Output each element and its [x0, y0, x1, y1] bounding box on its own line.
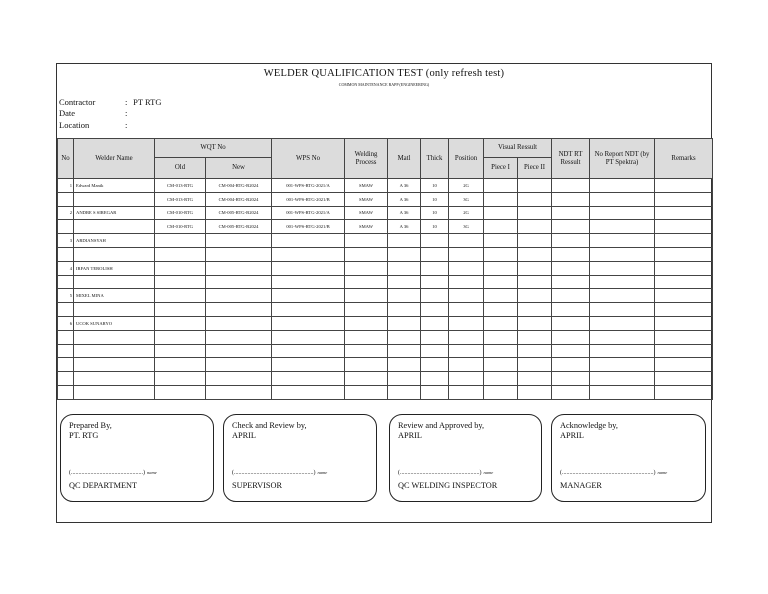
cell-wps-no: 001-WPS-RTG-2021/A: [272, 206, 345, 220]
form-frame: [56, 63, 712, 523]
cell-ndt-rt-result: [552, 206, 590, 220]
cell-wps-no: [272, 358, 345, 372]
cell-visual-piece1: [484, 179, 518, 193]
cell-ndt-report-no: [590, 261, 655, 275]
cell-visual-piece2: [518, 344, 552, 358]
signature-role: SUPERVISOR: [232, 481, 283, 490]
cell-wqt-new: [206, 247, 272, 261]
cell-wqt-old: [155, 385, 206, 399]
table-row: [58, 330, 713, 344]
cell-welder-name: [74, 358, 155, 372]
cell-wps-no: [272, 234, 345, 248]
cell-welding-process: [345, 234, 388, 248]
cell-wqt-old: [155, 234, 206, 248]
cell-welding-process: [345, 303, 388, 317]
signature-company: APRIL: [232, 431, 256, 440]
cell-wqt-old: CM-010-RTG: [155, 220, 206, 234]
cell-thick: [421, 316, 449, 330]
cell-position: 3G: [449, 220, 484, 234]
cell-thick: [421, 303, 449, 317]
signature-box-check: [223, 414, 377, 502]
table-row: [58, 289, 713, 303]
col-position: Position: [449, 139, 484, 179]
cell-wps-no: [272, 344, 345, 358]
cell-welding-process: SMAW: [345, 220, 388, 234]
cell-welder-name: [74, 344, 155, 358]
cell-wps-no: [272, 247, 345, 261]
cell-welding-process: SMAW: [345, 192, 388, 206]
cell-thick: [421, 330, 449, 344]
cell-thick: [421, 358, 449, 372]
cell-welder-name: [74, 192, 155, 206]
cell-welding-process: [345, 330, 388, 344]
cell-position: [449, 372, 484, 386]
cell-ndt-rt-result: [552, 385, 590, 399]
cell-wqt-new: [206, 261, 272, 275]
cell-no: 3: [58, 234, 74, 248]
table-row: [58, 344, 713, 358]
cell-welder-name: [74, 220, 155, 234]
cell-no: [58, 220, 74, 234]
table-row: [58, 275, 713, 289]
cell-welder-name: MIXEL MINA: [74, 289, 155, 303]
cell-thick: 10: [421, 179, 449, 193]
signature-caption: Review and Approved by,: [398, 421, 485, 430]
cell-position: [449, 316, 484, 330]
cell-position: [449, 385, 484, 399]
table-row: [58, 385, 713, 399]
cell-visual-piece1: [484, 303, 518, 317]
table-row: [58, 192, 713, 206]
cell-wps-no: [272, 385, 345, 399]
cell-visual-piece2: [518, 192, 552, 206]
cell-ndt-report-no: [590, 220, 655, 234]
signature-caption: Prepared By,: [69, 421, 112, 430]
signature-name-hint: name: [317, 470, 328, 475]
cell-ndt-rt-result: [552, 220, 590, 234]
cell-wqt-new: [206, 358, 272, 372]
col-wqt-no: WQT No: [155, 139, 272, 158]
cell-visual-piece2: [518, 179, 552, 193]
cell-ndt-report-no: [590, 385, 655, 399]
cell-ndt-rt-result: [552, 344, 590, 358]
cell-welder-name: ARDIANSYAH: [74, 234, 155, 248]
cell-ndt-report-no: [590, 275, 655, 289]
cell-wqt-new: [206, 344, 272, 358]
col-thick: Thick: [421, 139, 449, 179]
cell-ndt-rt-result: [552, 303, 590, 317]
cell-visual-piece1: [484, 206, 518, 220]
col-no: No: [58, 139, 74, 179]
cell-remarks: [655, 358, 713, 372]
table-row: [58, 234, 713, 248]
cell-wps-no: [272, 372, 345, 386]
cell-ndt-rt-result: [552, 275, 590, 289]
cell-wqt-new: CM-005-RTG-B2024: [206, 206, 272, 220]
cell-visual-piece1: [484, 261, 518, 275]
signature-box-prepared: [60, 414, 214, 502]
cell-visual-piece1: [484, 192, 518, 206]
cell-welder-name: [74, 247, 155, 261]
cell-welder-name: [74, 275, 155, 289]
cell-visual-piece2: [518, 385, 552, 399]
cell-visual-piece1: [484, 330, 518, 344]
cell-no: 6: [58, 316, 74, 330]
cell-wqt-old: CM-013-RTG: [155, 179, 206, 193]
cell-ndt-rt-result: [552, 247, 590, 261]
contractor-label: Contractor: [59, 97, 96, 107]
cell-ndt-report-no: [590, 234, 655, 248]
cell-ndt-rt-result: [552, 192, 590, 206]
col-new: New: [206, 158, 272, 179]
cell-ndt-report-no: [590, 247, 655, 261]
cell-wps-no: [272, 330, 345, 344]
cell-wqt-new: [206, 303, 272, 317]
table-row: [58, 179, 713, 193]
cell-welding-process: [345, 372, 388, 386]
cell-wps-no: 001-WPS-RTG-2021/B: [272, 192, 345, 206]
signature-name-hint: name: [483, 470, 494, 475]
cell-wqt-new: [206, 234, 272, 248]
date-label: Date: [59, 108, 76, 118]
cell-visual-piece1: [484, 358, 518, 372]
signature-box-acknowledge: [551, 414, 706, 502]
cell-ndt-report-no: [590, 372, 655, 386]
cell-visual-piece2: [518, 316, 552, 330]
cell-no: [58, 385, 74, 399]
cell-wqt-old: [155, 316, 206, 330]
cell-ndt-report-no: [590, 303, 655, 317]
cell-wqt-old: [155, 303, 206, 317]
cell-ndt-report-no: [590, 206, 655, 220]
cell-visual-piece2: [518, 330, 552, 344]
cell-ndt-report-no: [590, 316, 655, 330]
cell-thick: [421, 275, 449, 289]
cell-wqt-new: [206, 275, 272, 289]
cell-visual-piece2: [518, 206, 552, 220]
cell-visual-piece1: [484, 275, 518, 289]
cell-matl: [388, 385, 421, 399]
col-piece2: Piece II: [518, 158, 552, 179]
cell-remarks: [655, 261, 713, 275]
cell-wps-no: [272, 275, 345, 289]
table-row: [58, 358, 713, 372]
cell-no: [58, 303, 74, 317]
cell-ndt-rt-result: [552, 358, 590, 372]
cell-wqt-old: [155, 330, 206, 344]
cell-remarks: [655, 275, 713, 289]
cell-wqt-new: CM-004-RTG-B2024: [206, 192, 272, 206]
cell-welding-process: SMAW: [345, 179, 388, 193]
cell-welding-process: [345, 261, 388, 275]
cell-visual-piece2: [518, 261, 552, 275]
cell-matl: [388, 358, 421, 372]
cell-visual-piece2: [518, 275, 552, 289]
cell-ndt-report-no: [590, 330, 655, 344]
cell-ndt-report-no: [590, 344, 655, 358]
col-remarks: Remarks: [655, 139, 713, 179]
cell-visual-piece1: [484, 247, 518, 261]
cell-welding-process: SMAW: [345, 206, 388, 220]
cell-visual-piece1: [484, 220, 518, 234]
cell-wqt-new: CM-004-RTG-B2024: [206, 179, 272, 193]
cell-visual-piece1: [484, 344, 518, 358]
cell-welder-name: [74, 372, 155, 386]
table-row: [58, 372, 713, 386]
cell-remarks: [655, 289, 713, 303]
cell-wqt-old: [155, 358, 206, 372]
table-row: [58, 316, 713, 330]
table-row: [58, 303, 713, 317]
cell-wps-no: 001-WPS-RTG-2021/B: [272, 220, 345, 234]
cell-ndt-rt-result: [552, 289, 590, 303]
cell-no: [58, 275, 74, 289]
cell-wps-no: [272, 261, 345, 275]
signature-company: APRIL: [398, 431, 422, 440]
cell-matl: [388, 247, 421, 261]
cell-welding-process: [345, 289, 388, 303]
col-old: Old: [155, 158, 206, 179]
cell-welding-process: [345, 358, 388, 372]
cell-welder-name: UCOK SUNARYO: [74, 316, 155, 330]
cell-thick: [421, 289, 449, 303]
cell-position: 2G: [449, 206, 484, 220]
cell-wqt-new: [206, 330, 272, 344]
cell-thick: [421, 385, 449, 399]
cell-ndt-report-no: [590, 192, 655, 206]
col-no-report-ndt: No Report NDT (by PT Spektra): [590, 139, 655, 179]
cell-remarks: [655, 372, 713, 386]
cell-welder-name: Edward Manik: [74, 179, 155, 193]
col-ndt-rt: NDT RT Ressult: [552, 139, 590, 179]
cell-no: [58, 344, 74, 358]
cell-wqt-new: CM-005-RTG-B2024: [206, 220, 272, 234]
cell-wqt-new: [206, 289, 272, 303]
cell-no: 1: [58, 179, 74, 193]
cell-matl: A 36: [388, 206, 421, 220]
cell-ndt-rt-result: [552, 261, 590, 275]
cell-no: 2: [58, 206, 74, 220]
contractor-value: PT RTG: [133, 97, 162, 107]
cell-ndt-rt-result: [552, 330, 590, 344]
cell-no: [58, 247, 74, 261]
cell-remarks: [655, 330, 713, 344]
cell-visual-piece2: [518, 372, 552, 386]
cell-thick: [421, 344, 449, 358]
signature-caption: Check and Review by,: [232, 421, 307, 430]
cell-position: [449, 234, 484, 248]
cell-position: [449, 330, 484, 344]
cell-welder-name: ANDRE S SIREGAR: [74, 206, 155, 220]
cell-wqt-old: CM-013-RTG: [155, 192, 206, 206]
cell-remarks: [655, 234, 713, 248]
signature-company: APRIL: [560, 431, 584, 440]
cell-wqt-old: [155, 372, 206, 386]
cell-ndt-report-no: [590, 179, 655, 193]
cell-matl: A 36: [388, 220, 421, 234]
signature-name-hint: name: [657, 470, 668, 475]
cell-remarks: [655, 316, 713, 330]
cell-matl: [388, 330, 421, 344]
cell-welder-name: [74, 330, 155, 344]
cell-no: 5: [58, 289, 74, 303]
cell-visual-piece2: [518, 247, 552, 261]
cell-matl: [388, 234, 421, 248]
cell-welder-name: [74, 385, 155, 399]
cell-remarks: [655, 220, 713, 234]
cell-no: [58, 192, 74, 206]
col-visual-result: Visual Ressult: [484, 139, 552, 158]
cell-position: [449, 344, 484, 358]
cell-position: [449, 289, 484, 303]
cell-visual-piece2: [518, 303, 552, 317]
cell-position: 2G: [449, 179, 484, 193]
col-welding-process: Welding Process: [345, 139, 388, 179]
cell-no: [58, 330, 74, 344]
cell-ndt-rt-result: [552, 234, 590, 248]
contractor-row: Contractor : PT RTG: [59, 97, 162, 107]
cell-thick: 10: [421, 192, 449, 206]
cell-matl: A 36: [388, 192, 421, 206]
cell-position: [449, 303, 484, 317]
form-title: WELDER QUALIFICATION TEST (only refresh test): [263, 68, 505, 79]
cell-visual-piece2: [518, 220, 552, 234]
cell-welding-process: [345, 344, 388, 358]
cell-ndt-report-no: [590, 358, 655, 372]
cell-thick: [421, 234, 449, 248]
cell-welder-name: IRFAN TEROLISH: [74, 261, 155, 275]
cell-remarks: [655, 247, 713, 261]
cell-welding-process: [345, 247, 388, 261]
signature-line: (.............................................................): [560, 470, 656, 476]
cell-visual-piece1: [484, 385, 518, 399]
signature-name-hint: name: [147, 470, 157, 475]
table-row: [58, 206, 713, 220]
signature-line: (................................................): [69, 470, 145, 476]
cell-wqt-new: [206, 385, 272, 399]
col-welder-name: Welder Name: [74, 139, 155, 179]
cell-wqt-old: [155, 275, 206, 289]
signature-caption: Acknowledge by,: [560, 421, 618, 430]
cell-wps-no: [272, 303, 345, 317]
cell-thick: 10: [421, 206, 449, 220]
signature-box-review: [389, 414, 542, 502]
cell-remarks: [655, 179, 713, 193]
signature-role: MANAGER: [560, 481, 602, 490]
cell-wps-no: [272, 316, 345, 330]
cell-remarks: [655, 344, 713, 358]
location-row: Location :: [59, 120, 128, 130]
location-label: Location: [59, 120, 90, 130]
cell-welder-name: [74, 303, 155, 317]
cell-matl: [388, 372, 421, 386]
cell-wqt-new: [206, 316, 272, 330]
col-wps-no: WPS No: [272, 139, 345, 179]
cell-visual-piece2: [518, 289, 552, 303]
cell-visual-piece1: [484, 316, 518, 330]
signature-role: QC DEPARTMENT: [69, 481, 138, 490]
cell-matl: [388, 275, 421, 289]
cell-no: 4: [58, 261, 74, 275]
cell-matl: A 36: [388, 179, 421, 193]
cell-matl: [388, 316, 421, 330]
table-row: [58, 247, 713, 261]
col-matl: Matl: [388, 139, 421, 179]
cell-visual-piece1: [484, 372, 518, 386]
cell-remarks: [655, 206, 713, 220]
cell-no: [58, 372, 74, 386]
cell-wps-no: [272, 289, 345, 303]
cell-wps-no: 001-WPS-RTG-2021/A: [272, 179, 345, 193]
cell-thick: [421, 261, 449, 275]
table-row: [58, 261, 713, 275]
cell-position: [449, 247, 484, 261]
cell-visual-piece2: [518, 358, 552, 372]
cell-thick: [421, 372, 449, 386]
welder-table: [57, 138, 713, 400]
cell-ndt-rt-result: [552, 316, 590, 330]
cell-position: 3G: [449, 192, 484, 206]
cell-wqt-old: [155, 289, 206, 303]
cell-welding-process: [345, 385, 388, 399]
cell-visual-piece1: [484, 289, 518, 303]
signature-company: PT. RTG: [69, 431, 99, 440]
cell-welding-process: [345, 316, 388, 330]
cell-wqt-old: [155, 247, 206, 261]
cell-position: [449, 275, 484, 289]
cell-position: [449, 261, 484, 275]
cell-matl: [388, 289, 421, 303]
cell-matl: [388, 344, 421, 358]
col-piece1: Piece I: [484, 158, 518, 179]
table-row: [58, 220, 713, 234]
date-row: Date :: [59, 108, 128, 118]
cell-ndt-rt-result: [552, 372, 590, 386]
cell-visual-piece1: [484, 234, 518, 248]
cell-position: [449, 358, 484, 372]
cell-thick: 10: [421, 220, 449, 234]
cell-remarks: [655, 385, 713, 399]
signature-role: QC WELDING INSPECTOR: [398, 481, 498, 490]
form-subtitle: COMMON MAINTENANCE RAPP (ENGINEERING): [338, 82, 430, 87]
cell-wqt-old: [155, 261, 206, 275]
cell-matl: [388, 261, 421, 275]
cell-ndt-report-no: [590, 289, 655, 303]
signature-line: (.....................................................): [232, 470, 316, 476]
cell-no: [58, 358, 74, 372]
cell-welding-process: [345, 275, 388, 289]
cell-wqt-old: [155, 344, 206, 358]
cell-remarks: [655, 303, 713, 317]
cell-wqt-old: CM-010-RTG: [155, 206, 206, 220]
cell-thick: [421, 247, 449, 261]
cell-ndt-rt-result: [552, 179, 590, 193]
cell-matl: [388, 303, 421, 317]
cell-wqt-new: [206, 372, 272, 386]
cell-visual-piece2: [518, 234, 552, 248]
signature-line: (.....................................................): [398, 470, 482, 476]
cell-remarks: [655, 192, 713, 206]
